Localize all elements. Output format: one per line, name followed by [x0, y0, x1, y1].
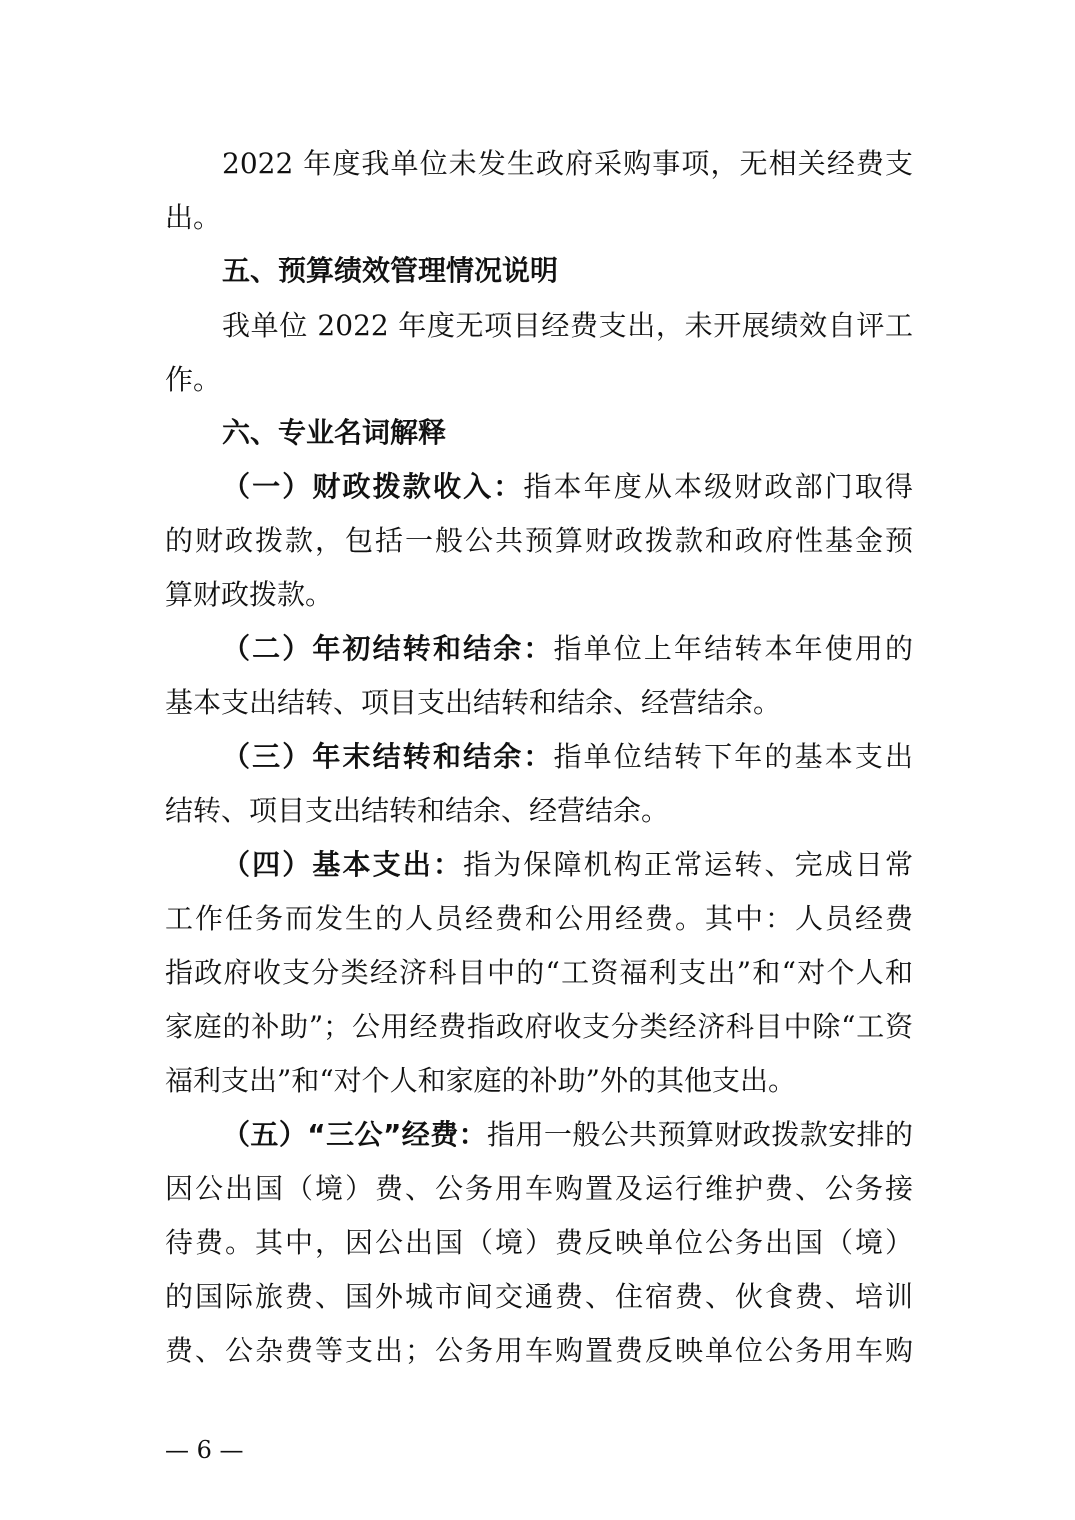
item5-term: （五）“三公”经费：	[222, 1118, 488, 1151]
item2-line1-rest: 指单位上年结转本年使用的	[553, 632, 913, 665]
section5-line-2: 作。	[165, 363, 222, 396]
item4-line-4: 家庭的补助”；公用经费指政府收支分类经济科目中除“工资	[165, 1010, 913, 1043]
item1-line1-rest: 指本年度从本级财政部门取得	[523, 470, 913, 503]
item1-line-1	[222, 467, 913, 507]
item5-line-4: 的国际旅费、国外城市间交通费、住宿费、伙食费、培训	[165, 1280, 913, 1313]
page-number: — 6 —	[165, 1436, 244, 1464]
section5-heading: 五、预算绩效管理情况说明	[222, 254, 559, 287]
item4-line-5: 福利支出”和“对个人和家庭的补助”外的其他支出。	[165, 1064, 796, 1097]
item1-term: （一）财政拨款收入：	[222, 470, 524, 503]
item4-line1-rest: 指为保障机构正常运转、完成日常	[463, 848, 913, 881]
item5-line-3: 待费。其中，因公出国（境）费反映单位公务出国（境）	[165, 1226, 913, 1259]
item5-line1-rest: 指用一般公共预算财政拨款安排的	[487, 1118, 913, 1151]
item2-term: （二）年初结转和结余：	[222, 632, 554, 665]
item3-line-2: 结转、项目支出结转和结余、经营结余。	[165, 794, 670, 827]
procurement-line-1: 2022 年度我单位未发生政府采购事项，无相关经费支	[222, 147, 913, 180]
item1-line-3: 算财政拨款。	[165, 578, 334, 611]
item5-line-5: 费、公杂费等支出；公务用车购置费反映单位公务用车购	[165, 1334, 913, 1367]
item2-line-1	[222, 629, 913, 669]
item4-term: （四）基本支出：	[222, 848, 464, 881]
procurement-line-2: 出。	[165, 201, 222, 234]
item1-line-2: 的财政拨款，包括一般公共预算财政拨款和政府性基金预	[165, 524, 913, 557]
item2-line-2: 基本支出结转、项目支出结转和结余、经营结余。	[165, 686, 782, 719]
item4-line-3: 指政府收支分类经济科目中的“工资福利支出”和“对个人和	[165, 956, 913, 989]
item3-line1-rest: 指单位结转下年的基本支出	[553, 740, 913, 773]
section5-line-1: 我单位 2022 年度无项目经费支出，未开展绩效自评工	[222, 309, 913, 342]
item5-line-1	[222, 1115, 913, 1155]
section6-heading: 六、专业名词解释	[222, 416, 447, 449]
item4-line-1	[222, 845, 913, 885]
item3-term: （三）年末结转和结余：	[222, 740, 554, 773]
item3-line-1	[222, 737, 913, 777]
item5-line-2: 因公出国（境）费、公务用车购置及运行维护费、公务接	[165, 1172, 913, 1205]
item4-line-2: 工作任务而发生的人员经费和公用经费。其中：人员经费	[165, 902, 913, 935]
